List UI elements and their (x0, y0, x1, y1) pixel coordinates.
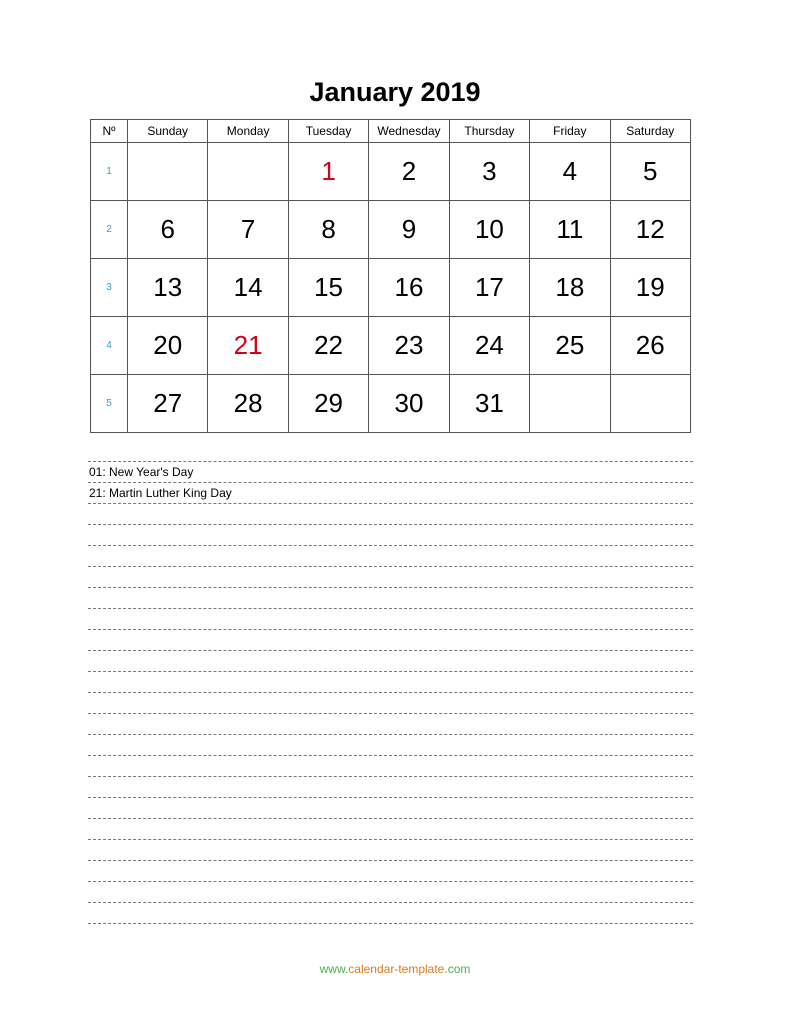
day-cell: 31 (449, 375, 529, 433)
footer-brand: calendar-template (348, 962, 445, 976)
day-cell: 4 (530, 143, 610, 201)
blank-note-line (88, 819, 693, 840)
day-cell: 23 (369, 317, 449, 375)
weekday-header-monday: Monday (208, 120, 288, 143)
week-number: 1 (91, 143, 128, 201)
blank-note-line (88, 504, 693, 525)
blank-note-line (88, 567, 693, 588)
week-row (91, 259, 691, 317)
footer-www: www. (319, 962, 349, 976)
calendar-title: January 2019 (309, 77, 481, 107)
weekday-header-saturday: Saturday (610, 120, 690, 143)
footer-website (0, 962, 790, 976)
week-number: 5 (91, 375, 128, 433)
week-number: 4 (91, 317, 128, 375)
day-cell: 8 (288, 201, 368, 259)
day-cell: 11 (530, 201, 610, 259)
blank-note-line (88, 882, 693, 903)
day-cell: 28 (208, 375, 288, 433)
weekday-header-wednesday: Wednesday (369, 120, 449, 143)
week-row (91, 201, 691, 259)
empty-day-cell (208, 143, 288, 201)
blank-note-line (88, 546, 693, 567)
month-calendar-grid (90, 119, 691, 433)
day-cell: 14 (208, 259, 288, 317)
empty-day-cell (530, 375, 610, 433)
weekday-header-row (91, 120, 691, 143)
holiday-note: 01: New Year's Day (88, 462, 693, 483)
blank-note-line (88, 777, 693, 798)
calendar-body (91, 143, 691, 433)
day-cell: 12 (610, 201, 690, 259)
day-cell: 30 (369, 375, 449, 433)
day-cell: 3 (449, 143, 529, 201)
day-cell: 20 (128, 317, 208, 375)
day-cell: 5 (610, 143, 690, 201)
day-cell: 10 (449, 201, 529, 259)
day-cell: 9 (369, 201, 449, 259)
blank-note-line (88, 525, 693, 546)
blank-note-line (88, 798, 693, 819)
blank-note-line (88, 756, 693, 777)
blank-note-line (88, 630, 693, 651)
day-cell: 25 (530, 317, 610, 375)
day-cell: 17 (449, 259, 529, 317)
day-cell: 26 (610, 317, 690, 375)
week-row (91, 143, 691, 201)
day-cell: 13 (128, 259, 208, 317)
blank-note-line (88, 735, 693, 756)
blank-note-line (88, 861, 693, 882)
day-cell: 18 (530, 259, 610, 317)
week-number: 2 (91, 201, 128, 259)
day-cell: 15 (288, 259, 368, 317)
day-cell: 6 (128, 201, 208, 259)
day-cell: 2 (369, 143, 449, 201)
empty-day-cell (128, 143, 208, 201)
blank-note-line (88, 840, 693, 861)
day-cell: 21 (208, 317, 288, 375)
blank-note-line (88, 903, 693, 924)
holiday-note: 21: Martin Luther King Day (88, 483, 693, 504)
day-cell: 16 (369, 259, 449, 317)
week-row (91, 375, 691, 433)
week-number: 3 (91, 259, 128, 317)
day-cell: 24 (449, 317, 529, 375)
footer-tld: .com (444, 962, 471, 976)
blank-note-line (88, 588, 693, 609)
empty-day-cell (610, 375, 690, 433)
day-cell: 27 (128, 375, 208, 433)
blank-note-line (88, 609, 693, 630)
weekday-header-sunday: Sunday (128, 120, 208, 143)
day-cell: 22 (288, 317, 368, 375)
weekday-header-friday: Friday (530, 120, 610, 143)
day-cell: 1 (288, 143, 368, 201)
blank-note-line (88, 714, 693, 735)
week-row (91, 317, 691, 375)
day-cell: 7 (208, 201, 288, 259)
day-cell: 29 (288, 375, 368, 433)
blank-note-line (88, 672, 693, 693)
weekday-header-thursday: Thursday (449, 120, 529, 143)
day-cell: 19 (610, 259, 690, 317)
blank-note-line (88, 693, 693, 714)
blank-note-line (88, 651, 693, 672)
week-number-header: Nº (91, 120, 128, 143)
notes-area (88, 461, 693, 924)
weekday-header-tuesday: Tuesday (288, 120, 368, 143)
